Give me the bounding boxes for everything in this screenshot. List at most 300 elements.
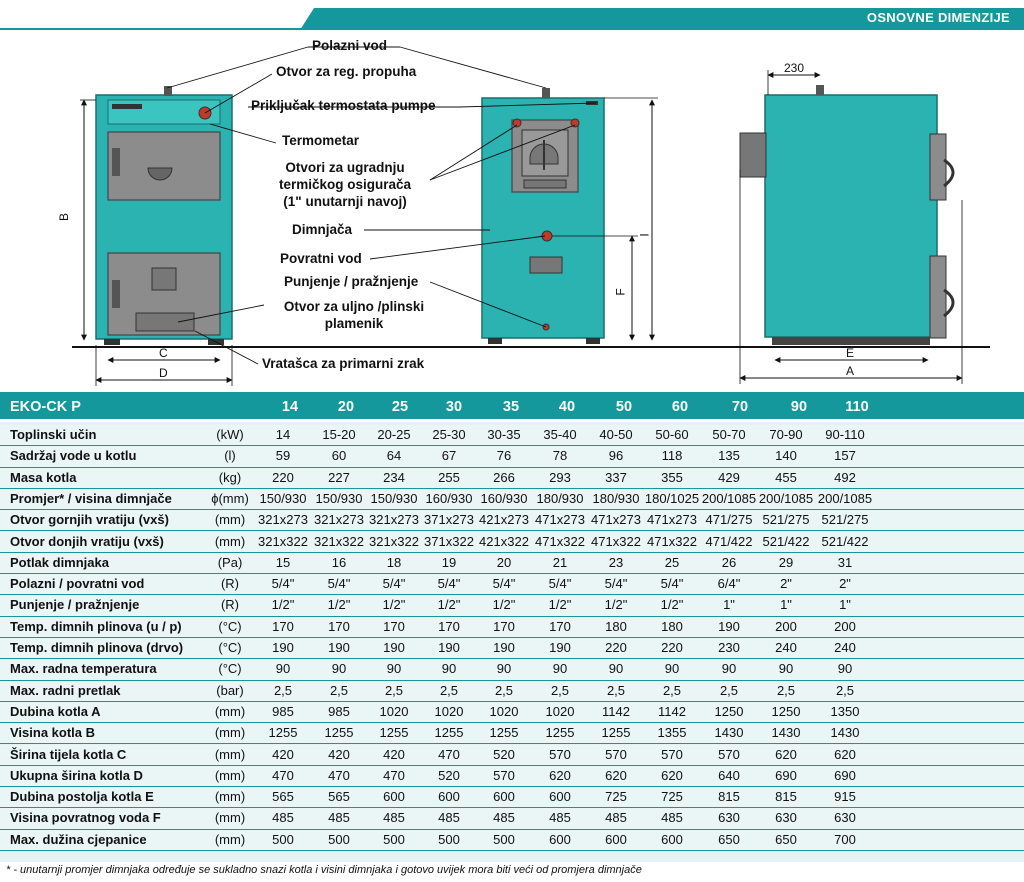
row-unit: (kg)	[218, 469, 242, 485]
model-column-header: 20	[337, 399, 355, 415]
table-cell: 180/930	[592, 490, 640, 506]
table-row	[0, 425, 1024, 446]
table-cell: 59	[275, 448, 291, 464]
table-cell: 25	[664, 554, 680, 570]
label-termometar: Termometar	[282, 133, 360, 148]
row-unit: (R)	[220, 597, 240, 613]
table-cell: 90-110	[825, 427, 865, 442]
dim-letter-c: C	[159, 346, 168, 360]
table-cell: 630	[718, 810, 740, 826]
table-cell: 455	[775, 469, 797, 485]
table-cell: 690	[834, 767, 856, 783]
table-cell: 50-60	[655, 427, 689, 442]
table-cell: 2,5	[273, 682, 293, 698]
row-label: Temp. dimnih plinova (u / p)	[10, 618, 182, 634]
model-column-header: 110	[845, 399, 869, 415]
row-unit: (R)	[220, 576, 240, 592]
table-cell: 690	[775, 767, 797, 783]
table-cell: 321x273	[369, 512, 419, 528]
table-cell: 170	[493, 618, 515, 634]
model-column-header: 14	[281, 399, 299, 415]
table-cell: 600	[383, 789, 405, 805]
row-unit: (°C)	[218, 618, 242, 634]
dim-letter-e: E	[846, 346, 855, 360]
table-cell: 16	[331, 554, 347, 570]
table-cell: 570	[549, 746, 571, 762]
table-cell: 26	[721, 554, 737, 570]
row-label: Temp. dimnih plinova (drvo)	[10, 640, 184, 655]
table-cell: 90	[386, 661, 402, 677]
table-cell: 471x322	[591, 533, 641, 549]
table-cell: 815	[775, 789, 797, 805]
table-cell: 471/275	[705, 512, 753, 528]
label-osiguraci-line1: Otvori za ugradnju	[285, 160, 405, 175]
table-cell: 725	[605, 789, 627, 805]
table-cell: 471x273	[591, 512, 641, 528]
table-cell: 485	[549, 810, 571, 826]
table-cell: 1430	[830, 725, 860, 741]
table-cell: 1142	[658, 703, 686, 719]
table-cell: 18	[386, 554, 402, 570]
table-row	[0, 446, 1024, 467]
table-cell: 1/2"	[660, 597, 684, 613]
table-cell: 600	[661, 831, 683, 847]
table-cell: 2,5	[719, 682, 739, 698]
row-unit: (°C)	[218, 640, 242, 655]
table-row	[0, 787, 1024, 808]
label-osiguraci-line2: termičkog osigurača	[278, 177, 412, 192]
table-cell: 170	[328, 618, 350, 634]
table-cell: 90	[837, 661, 853, 677]
table-cell: 1/2"	[271, 597, 295, 613]
table-cell: 90	[664, 661, 680, 677]
row-unit: (°C)	[218, 661, 242, 677]
table-cell: 600	[438, 789, 460, 805]
table-row	[0, 532, 1024, 553]
table-row	[0, 702, 1024, 723]
table-cell: 180/1025	[644, 490, 700, 506]
table-cell: 5/4"	[492, 576, 516, 592]
row-unit: (mm)	[214, 810, 246, 826]
table-cell: 78	[552, 448, 568, 464]
table-cell: 2,5	[550, 682, 570, 698]
table-cell: 620	[834, 746, 856, 762]
model-column-header: 35	[502, 399, 520, 415]
table-cell: 2,5	[776, 682, 796, 698]
table-cell: 565	[328, 789, 350, 805]
table-cell: 355	[661, 469, 683, 485]
table-cell: 190	[718, 618, 740, 634]
spec-table	[0, 392, 1024, 862]
table-cell: 90	[778, 661, 794, 677]
table-row	[0, 659, 1024, 680]
table-cell: 170	[272, 618, 294, 634]
table-cell: 485	[328, 810, 350, 826]
table-cell: 190	[549, 640, 571, 655]
table-cell: 70-90	[769, 427, 803, 442]
dimension-drawing	[0, 0, 1024, 392]
row-unit: ϕ(mm)	[211, 490, 249, 506]
table-cell: 21	[552, 554, 568, 570]
model-column-header: 70	[731, 399, 749, 415]
table-cell: 620	[549, 767, 571, 783]
table-header-row	[0, 392, 1024, 422]
table-cell: 2,5	[329, 682, 349, 698]
table-cell: 90	[441, 661, 457, 677]
table-cell: 485	[605, 810, 627, 826]
row-label: Potlak dimnjaka	[10, 554, 109, 570]
table-cell: 620	[775, 746, 797, 762]
table-cell: 5/4"	[382, 576, 406, 592]
model-label: EKO-CK P	[10, 399, 81, 415]
row-unit: (mm)	[214, 533, 246, 549]
table-cell: 29	[778, 554, 794, 570]
table-cell: 485	[493, 810, 515, 826]
table-cell: 371x322	[424, 533, 474, 549]
table-cell: 190	[328, 640, 350, 655]
label-uljno-line2: plamenik	[324, 316, 384, 331]
dim-letter-i: I	[637, 233, 652, 237]
table-cell: 492	[834, 469, 856, 485]
row-label: Max. dužina cjepanice	[10, 831, 147, 847]
table-cell: 915	[834, 789, 856, 805]
table-cell: 570	[493, 767, 515, 783]
table-cell: 190	[272, 640, 294, 655]
table-cell: 200/1085	[701, 490, 757, 506]
table-cell: 96	[608, 448, 624, 464]
table-cell: 2,5	[606, 682, 626, 698]
table-cell: 30-35	[487, 427, 521, 442]
table-cell: 1250	[771, 703, 801, 719]
table-cell: 1020	[379, 703, 409, 719]
table-cell: 23	[608, 554, 624, 570]
label-punjenje: Punjenje / pražnjenje	[284, 274, 419, 289]
model-column-header: 60	[671, 399, 689, 415]
table-cell: 234	[383, 469, 405, 485]
row-label: Dubina kotla A	[10, 703, 101, 719]
table-cell: 180	[661, 618, 683, 634]
table-cell: 1142	[602, 703, 630, 719]
table-cell: 1355	[657, 725, 687, 741]
table-cell: 170	[438, 618, 460, 634]
table-cell: 5/4"	[327, 576, 351, 592]
table-cell: 2"	[780, 576, 792, 592]
dim-letter-a: A	[846, 364, 855, 378]
table-cell: 700	[834, 831, 856, 847]
table-cell: 321x322	[314, 533, 364, 549]
table-cell: 1020	[489, 703, 519, 719]
table-cell: 190	[493, 640, 515, 655]
table-cell: 500	[383, 831, 405, 847]
table-cell: 1255	[489, 725, 519, 741]
row-label: Visina povratnog voda F	[10, 810, 161, 826]
table-cell: 600	[493, 789, 515, 805]
table-cell: 50-70	[712, 427, 746, 442]
table-cell: 1350	[830, 703, 860, 719]
table-cell: 1/2"	[548, 597, 572, 613]
table-cell: 2,5	[835, 682, 855, 698]
table-cell: 337	[605, 469, 627, 485]
dim-letter-d: D	[159, 366, 168, 380]
table-cell: 64	[386, 448, 402, 464]
table-cell: 500	[493, 831, 515, 847]
label-uljno-line1: Otvor za uljno /plinski	[283, 299, 425, 314]
table-cell: 220	[661, 640, 683, 655]
table-cell: 471x273	[647, 512, 697, 528]
table-cell: 985	[328, 703, 350, 719]
row-label: Masa kotla	[10, 469, 77, 485]
table-cell: 520	[438, 767, 460, 783]
table-cell: 1/2"	[327, 597, 351, 613]
table-cell: 90	[721, 661, 737, 677]
table-cell: 485	[272, 810, 294, 826]
table-cell: 76	[496, 448, 512, 464]
boiler-diagrams	[0, 0, 1024, 392]
table-cell: 471x322	[647, 533, 697, 549]
row-label: Sadržaj vode u kotlu	[10, 448, 137, 464]
table-cell: 470	[383, 767, 405, 783]
table-row	[0, 638, 1024, 659]
table-cell: 1/2"	[604, 597, 628, 613]
table-cell: 5/4"	[604, 576, 628, 592]
label-polazni-vod: Polazni vod	[312, 38, 388, 53]
table-cell: 815	[718, 789, 740, 805]
model-column-header: 25	[391, 399, 409, 415]
row-label: Max. radni pretlak	[10, 682, 121, 698]
table-cell: 118	[661, 448, 683, 464]
table-row	[0, 617, 1024, 638]
table-cell: 67	[441, 448, 457, 464]
table-cell: 321x273	[314, 512, 364, 528]
table-cell: 620	[605, 767, 627, 783]
table-cell: 200	[775, 618, 797, 634]
table-cell: 565	[272, 789, 294, 805]
table-cell: 190	[438, 640, 460, 655]
row-unit: (l)	[224, 448, 236, 464]
table-cell: 240	[775, 640, 797, 655]
table-cell: 1255	[601, 725, 631, 741]
table-cell: 227	[328, 469, 350, 485]
table-cell: 2,5	[439, 682, 459, 698]
table-cell: 150/930	[315, 490, 363, 506]
table-cell: 470	[328, 767, 350, 783]
dim-letter-f: F	[613, 288, 628, 296]
table-cell: 160/930	[425, 490, 473, 506]
table-row	[0, 553, 1024, 574]
table-cell: 1255	[434, 725, 464, 741]
table-cell: 570	[718, 746, 740, 762]
table-cell: 371x273	[424, 512, 474, 528]
model-column-header: 90	[790, 399, 808, 415]
table-cell: 600	[605, 831, 627, 847]
table-cell: 1/2"	[492, 597, 516, 613]
table-cell: 570	[661, 746, 683, 762]
table-row	[0, 830, 1024, 851]
table-cell: 421x273	[479, 512, 529, 528]
table-row	[0, 808, 1024, 829]
table-cell: 90	[331, 661, 347, 677]
table-cell: 293	[549, 469, 571, 485]
table-cell: 6/4"	[717, 576, 741, 592]
table-cell: 31	[837, 554, 853, 570]
table-cell: 5/4"	[660, 576, 684, 592]
table-cell: 5/4"	[437, 576, 461, 592]
row-label: Visina kotla B	[10, 725, 96, 741]
row-label: Punjenje / pražnjenje	[10, 597, 140, 613]
row-unit: (mm)	[214, 746, 246, 762]
model-column-header: 30	[445, 399, 463, 415]
table-cell: 521/422	[821, 533, 869, 549]
table-cell: 471x322	[535, 533, 585, 549]
table-cell: 150/930	[259, 490, 307, 506]
table-cell: 170	[549, 618, 571, 634]
table-cell: 140	[775, 448, 797, 464]
table-cell: 2,5	[662, 682, 682, 698]
table-cell: 60	[331, 448, 347, 464]
table-cell: 1020	[434, 703, 464, 719]
table-cell: 190	[383, 640, 405, 655]
rear-view-boiler	[482, 88, 604, 344]
row-label: Promjer* / visina dimnjače	[10, 490, 172, 506]
table-cell: 600	[549, 789, 571, 805]
table-row	[0, 595, 1024, 616]
table-cell: 650	[775, 831, 797, 847]
table-cell: 1"	[723, 597, 735, 613]
table-cell: 1020	[545, 703, 575, 719]
row-unit: (mm)	[214, 767, 246, 783]
table-cell: 157	[834, 448, 856, 464]
model-column-header: 50	[615, 399, 633, 415]
table-cell: 2,5	[384, 682, 404, 698]
table-cell: 15	[275, 554, 291, 570]
table-row	[0, 723, 1024, 744]
table-cell: 521/275	[762, 512, 810, 528]
table-cell: 600	[549, 831, 571, 847]
table-cell: 650	[718, 831, 740, 847]
table-cell: 470	[272, 767, 294, 783]
table-cell: 5/4"	[271, 576, 295, 592]
section-title: OSNOVNE DIMENZIJE	[866, 10, 1010, 25]
table-cell: 521/275	[821, 512, 869, 528]
label-dimnjaca: Dimnjača	[292, 222, 353, 237]
table-cell: 985	[272, 703, 294, 719]
table-cell: 630	[775, 810, 797, 826]
side-view-boiler	[740, 85, 953, 345]
table-cell: 620	[661, 767, 683, 783]
table-cell: 420	[328, 746, 350, 762]
table-row	[0, 468, 1024, 489]
table-cell: 485	[661, 810, 683, 826]
table-cell: 20	[496, 554, 512, 570]
table-row	[0, 489, 1024, 510]
row-label: Dubina postolja kotla E	[10, 789, 154, 805]
table-cell: 520	[493, 746, 515, 762]
table-cell: 429	[718, 469, 740, 485]
table-row	[0, 745, 1024, 766]
table-row	[0, 766, 1024, 787]
table-cell: 500	[328, 831, 350, 847]
table-cell: 485	[383, 810, 405, 826]
table-cell: 2"	[839, 576, 851, 592]
table-cell: 1255	[545, 725, 575, 741]
table-cell: 1255	[268, 725, 298, 741]
label-otvor-propuha: Otvor za reg. propuha	[276, 64, 417, 79]
label-prikljucak-termostata: Priključak termostata pumpe	[251, 98, 436, 113]
table-cell: 90	[496, 661, 512, 677]
table-cell: 2,5	[494, 682, 514, 698]
table-cell: 40-50	[599, 427, 633, 442]
table-row	[0, 510, 1024, 531]
table-cell: 150/930	[370, 490, 418, 506]
table-cell: 5/4"	[548, 576, 572, 592]
footnote: * - unutarnji promjer dimnjaka određuje se sukladno snazi kotla i visini dimnjaka i gotovo uvijek mora biti veći od promjera dimnjače	[6, 864, 642, 876]
table-cell: 1430	[714, 725, 744, 741]
table-cell: 500	[272, 831, 294, 847]
table-row	[0, 574, 1024, 595]
label-povratni-vod: Povratni vod	[280, 251, 362, 266]
table-cell: 1"	[780, 597, 792, 613]
row-label: Polazni / povratni vod	[10, 576, 145, 592]
table-cell: 321x322	[369, 533, 419, 549]
row-unit: (mm)	[214, 512, 246, 528]
table-cell: 200	[834, 618, 856, 634]
table-cell: 200/1085	[758, 490, 814, 506]
table-cell: 230	[718, 640, 740, 655]
row-label: Ukupna širina kotla D	[10, 767, 143, 783]
table-cell: 1250	[714, 703, 744, 719]
label-osiguraci-line3: (1" unutarnji navoj)	[283, 194, 407, 209]
label-vratasca: Vratašca za primarni zrak	[262, 356, 425, 371]
table-cell: 420	[272, 746, 294, 762]
table-cell: 471x273	[535, 512, 585, 528]
table-cell: 1255	[324, 725, 354, 741]
row-unit: (mm)	[214, 703, 246, 719]
table-cell: 471/422	[705, 533, 753, 549]
table-cell: 135	[718, 448, 740, 464]
table-cell: 521/422	[762, 533, 810, 549]
table-cell: 90	[552, 661, 568, 677]
table-cell: 725	[661, 789, 683, 805]
table-cell: 90	[275, 661, 291, 677]
table-cell: 1/2"	[382, 597, 406, 613]
row-unit: (mm)	[214, 789, 246, 805]
table-cell: 170	[383, 618, 405, 634]
table-cell: 160/930	[480, 490, 528, 506]
table-cell: 470	[438, 746, 460, 762]
table-cell: 1/2"	[437, 597, 461, 613]
row-unit: (bar)	[216, 682, 244, 698]
dim-230: 230	[784, 61, 805, 75]
row-label: Otvor gornjih vratiju (vxš)	[10, 512, 169, 528]
table-cell: 640	[718, 767, 740, 783]
table-cell: 255	[438, 469, 460, 485]
row-label: Otvor donjih vratiju (vxš)	[10, 533, 164, 549]
table-cell: 485	[438, 810, 460, 826]
table-cell: 35-40	[543, 427, 577, 442]
table-cell: 321x322	[258, 533, 308, 549]
table-cell: 220	[272, 469, 294, 485]
table-cell: 19	[441, 554, 457, 570]
table-cell: 266	[493, 469, 515, 485]
table-cell: 14	[275, 427, 291, 442]
table-row	[0, 681, 1024, 702]
table-cell: 1"	[839, 597, 851, 613]
row-label: Max. radna temperatura	[10, 661, 157, 677]
table-cell: 500	[438, 831, 460, 847]
table-cell: 200/1085	[817, 490, 873, 506]
row-unit: (Pa)	[217, 554, 243, 570]
table-cell: 420	[383, 746, 405, 762]
